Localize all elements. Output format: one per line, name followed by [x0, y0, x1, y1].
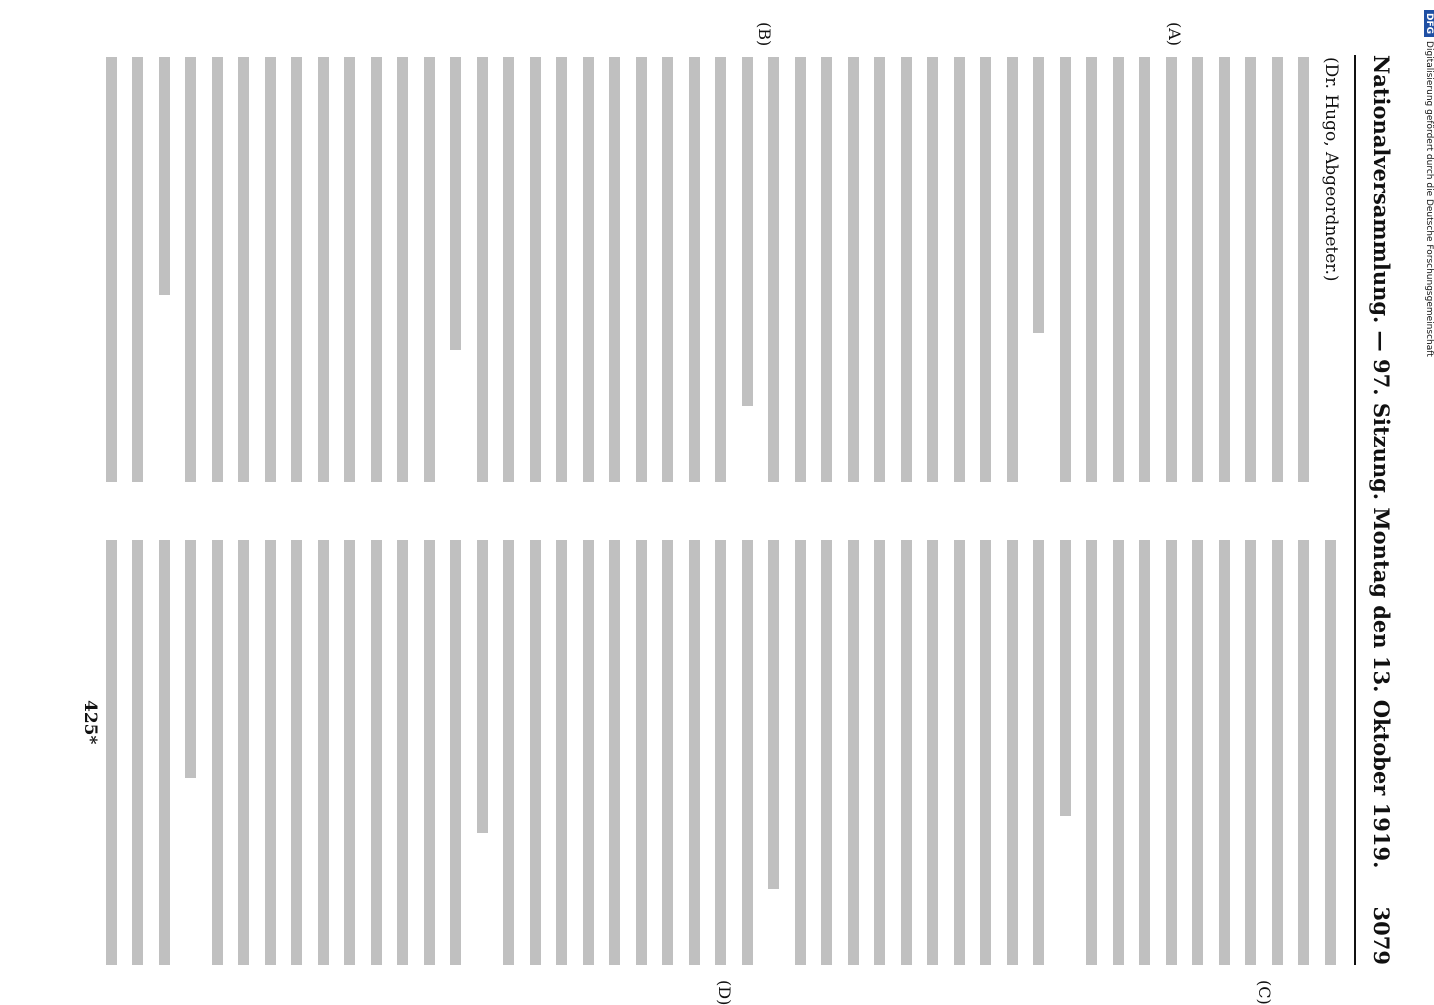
- text-line-placeholder: [371, 57, 382, 482]
- text-line-placeholder: [424, 57, 435, 482]
- text-line-placeholder: [292, 540, 303, 965]
- header-rule: [1354, 55, 1356, 965]
- text-line-placeholder: [477, 540, 488, 833]
- text-line-placeholder: [345, 57, 356, 482]
- text-line-placeholder: [1087, 57, 1098, 482]
- text-line-placeholder: [875, 540, 886, 965]
- text-line-placeholder: [822, 540, 833, 965]
- margin-letter-b: (B): [755, 22, 774, 47]
- text-line-placeholder: [716, 540, 727, 965]
- text-line-placeholder: [239, 540, 250, 965]
- running-header: [1360, 55, 1394, 965]
- text-line-placeholder: [928, 540, 939, 965]
- text-line-placeholder: [318, 57, 329, 482]
- text-line-placeholder: [345, 540, 356, 965]
- text-line-placeholder: [1060, 57, 1071, 482]
- text-line-placeholder: [265, 57, 276, 482]
- text-line-placeholder: [212, 57, 223, 482]
- text-line-placeholder: [1219, 540, 1230, 965]
- text-line-placeholder: [1193, 57, 1204, 482]
- text-line-placeholder: [292, 57, 303, 482]
- text-line-placeholder: [795, 540, 806, 965]
- text-line-placeholder: [1034, 57, 1045, 333]
- text-line-placeholder: [901, 540, 912, 965]
- text-line-placeholder: [663, 540, 674, 965]
- text-line-placeholder: [769, 57, 780, 482]
- text-line-placeholder: [530, 540, 541, 965]
- signature-mark: 425*: [80, 700, 100, 745]
- speaker-line: (Dr. Hugo, Abgeordneter.): [1321, 57, 1341, 282]
- text-line-placeholder: [1325, 540, 1336, 965]
- margin-letter-d: (D): [715, 980, 734, 1005]
- text-line-placeholder: [265, 540, 276, 965]
- text-line-placeholder: [1299, 540, 1310, 965]
- text-line-placeholder: [981, 57, 992, 482]
- text-line-placeholder: [636, 57, 647, 482]
- text-line-placeholder: [1113, 57, 1124, 482]
- text-line-placeholder: [795, 57, 806, 482]
- text-line-placeholder: [159, 540, 170, 965]
- text-line-placeholder: [742, 57, 753, 406]
- text-line-placeholder: [424, 540, 435, 965]
- text-line-placeholder: [636, 540, 647, 965]
- text-line-placeholder: [689, 57, 700, 482]
- margin-letter-a: (A): [1165, 22, 1184, 47]
- text-line-placeholder: [769, 540, 780, 889]
- text-line-placeholder: [186, 540, 197, 778]
- text-line-placeholder: [1166, 540, 1177, 965]
- text-line-placeholder: [1060, 540, 1071, 816]
- text-line-placeholder: [848, 57, 859, 482]
- dfg-logo: DFG: [1424, 10, 1434, 37]
- text-line-placeholder: [1113, 540, 1124, 965]
- text-line-placeholder: [1007, 57, 1018, 482]
- text-line-placeholder: [981, 540, 992, 965]
- text-line-placeholder: [504, 57, 515, 482]
- left-column-text: [102, 57, 1344, 482]
- text-line-placeholder: [398, 540, 409, 965]
- text-line-placeholder: [106, 540, 117, 965]
- text-line-placeholder: [822, 57, 833, 482]
- header-title: Nationalversammlung. — 97. Sitzung. Montag den 13. Oktober 1919.: [1369, 55, 1394, 869]
- text-line-placeholder: [1246, 57, 1257, 482]
- text-line-placeholder: [106, 57, 117, 482]
- text-line-placeholder: [1219, 57, 1230, 482]
- text-line-placeholder: [1007, 540, 1018, 965]
- digitization-credit: [1422, 0, 1434, 1000]
- right-column-text: [102, 540, 1344, 965]
- text-line-placeholder: [954, 57, 965, 482]
- text-line-placeholder: [1140, 540, 1151, 965]
- credit-text: Digitalisierung gefördert durch die Deutsche Forschungsgemeinschaft: [1424, 41, 1434, 357]
- text-line-placeholder: [557, 540, 568, 965]
- text-line-placeholder: [954, 540, 965, 965]
- text-line-placeholder: [1272, 540, 1283, 965]
- text-line-placeholder: [1246, 540, 1257, 965]
- text-line-placeholder: [1034, 540, 1045, 965]
- text-line-placeholder: [212, 540, 223, 965]
- text-line-placeholder: [583, 540, 594, 965]
- text-line-placeholder: [742, 540, 753, 965]
- text-line-placeholder: [371, 540, 382, 965]
- text-line-placeholder: [716, 57, 727, 482]
- margin-letter-c: (C): [1255, 980, 1274, 1005]
- text-line-placeholder: [451, 540, 462, 965]
- text-line-placeholder: [159, 57, 170, 295]
- text-line-placeholder: [530, 57, 541, 482]
- text-line-placeholder: [477, 57, 488, 482]
- text-line-placeholder: [318, 540, 329, 965]
- text-line-placeholder: [557, 57, 568, 482]
- page-number: 3079: [1369, 906, 1394, 965]
- text-line-placeholder: [1140, 57, 1151, 482]
- text-line-placeholder: [848, 540, 859, 965]
- text-line-placeholder: [1272, 57, 1283, 482]
- text-line-placeholder: [610, 57, 621, 482]
- text-line-placeholder: [901, 57, 912, 482]
- text-line-placeholder: [663, 57, 674, 482]
- text-line-placeholder: [689, 540, 700, 965]
- text-line-placeholder: [1193, 540, 1204, 965]
- text-line-placeholder: [133, 57, 144, 482]
- text-line-placeholder: [1166, 57, 1177, 482]
- text-line-placeholder: [583, 57, 594, 482]
- left-text-column: [102, 57, 1344, 482]
- text-line-placeholder: [928, 57, 939, 482]
- text-line-placeholder: [186, 57, 197, 482]
- right-text-column: [102, 540, 1344, 965]
- text-line-placeholder: [875, 57, 886, 482]
- text-line-placeholder: [133, 540, 144, 965]
- text-line-placeholder: [398, 57, 409, 482]
- text-line-placeholder: [239, 57, 250, 482]
- text-line-placeholder: [1087, 540, 1098, 965]
- text-line-placeholder: [610, 540, 621, 965]
- text-line-placeholder: [1299, 57, 1310, 482]
- text-line-placeholder: [451, 57, 462, 350]
- text-line-placeholder: [504, 540, 515, 965]
